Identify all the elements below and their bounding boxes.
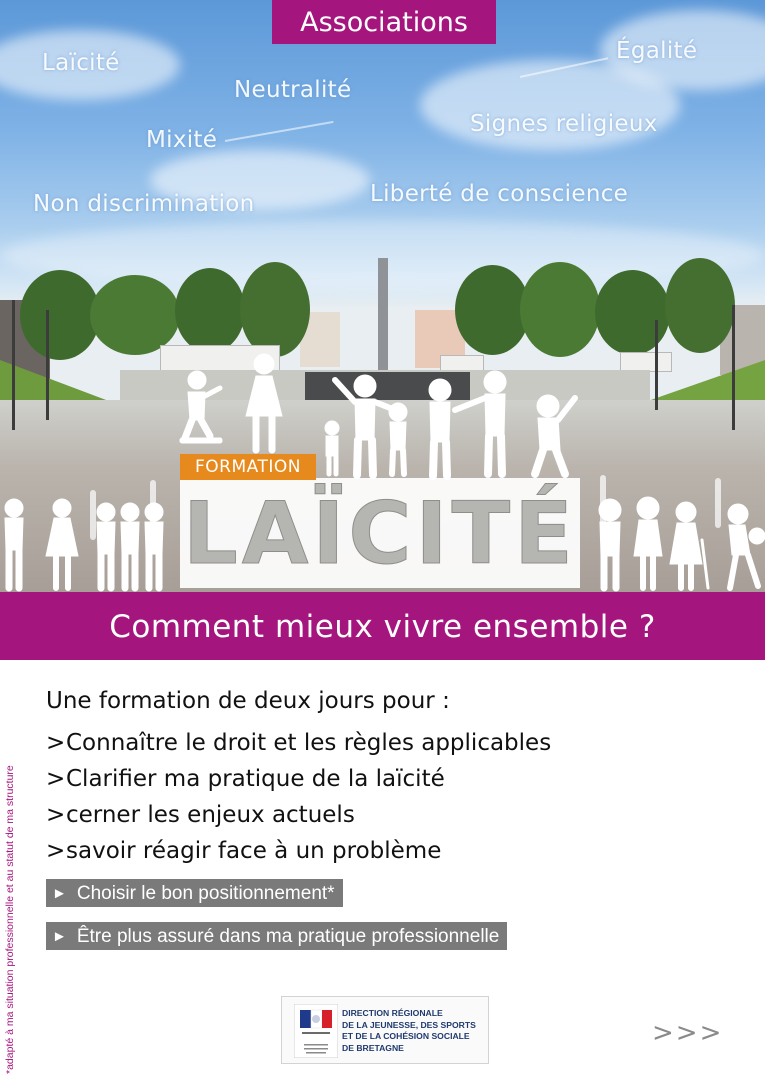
tree	[595, 270, 670, 355]
sky-word-laicite: Laïcité	[42, 50, 120, 76]
logo-line: DIRECTION RÉGIONALE	[342, 1008, 443, 1018]
list-item	[46, 761, 551, 797]
sky-word-egalite: Égalité	[616, 38, 698, 64]
marianne-emblem-icon	[294, 1004, 338, 1058]
associations-badge: Associations	[272, 0, 496, 44]
tree	[90, 275, 180, 355]
play-arrow-icon: ►	[52, 885, 67, 902]
sky-word-liberte-de-conscience: Liberté de conscience	[370, 181, 629, 207]
bullet-marker: >	[46, 766, 66, 792]
formation-tag: FORMATION	[180, 454, 316, 480]
logo-line: ET DE LA COHÉSION SOCIALE	[342, 1031, 470, 1042]
objectives-list	[46, 725, 551, 869]
bullet-marker: >	[46, 802, 66, 828]
drjscs-logo	[281, 996, 489, 1064]
logo-text	[342, 1008, 486, 1054]
list-item	[46, 797, 551, 833]
tagline-text: Comment mieux vivre ensemble ?	[109, 609, 656, 645]
tree	[520, 262, 600, 357]
footnote: *adapté à ma situation professionnelle et au statut de ma structure	[4, 765, 16, 1074]
highlight-confidence	[46, 922, 507, 950]
sky-word-neutralite: Neutralité	[234, 77, 352, 103]
play-arrow-icon: ►	[52, 928, 67, 945]
list-item-text: savoir réagir face à un problème	[66, 838, 442, 864]
intro-text: Une formation de deux jours pour :	[46, 688, 450, 714]
tree	[20, 270, 100, 360]
list-item-text: cerner les enjeux actuels	[66, 802, 355, 828]
list-item-text: Clarifier ma pratique de la laïcité	[66, 766, 445, 792]
highlight-text: Être plus assuré dans ma pratique professionnelle	[76, 926, 500, 947]
tree	[455, 265, 530, 355]
bullet-marker: >	[46, 838, 66, 864]
logo-line: DE BRETAGNE	[342, 1042, 404, 1053]
sky-word-non-discrimination: Non discrimination	[33, 191, 255, 217]
sky-word-signes-religieux: Signes religieux	[470, 111, 658, 137]
bullet-marker: >	[46, 730, 66, 756]
list-item-text: Connaître le droit et les règles applicables	[66, 730, 552, 756]
sky-word-mixite: Mixité	[146, 127, 218, 153]
list-item	[46, 833, 551, 869]
next-page-arrow[interactable]: >>>	[652, 1018, 724, 1048]
logo-line: DE LA JEUNESSE, DES SPORTS	[342, 1019, 476, 1030]
highlight-positioning	[46, 879, 343, 907]
list-item	[46, 725, 551, 761]
tree	[175, 268, 245, 353]
main-title: LAÏCITÉ	[183, 484, 577, 584]
tree	[665, 258, 735, 353]
tree	[240, 262, 310, 357]
highlight-text: Choisir le bon positionnement*	[76, 883, 335, 904]
